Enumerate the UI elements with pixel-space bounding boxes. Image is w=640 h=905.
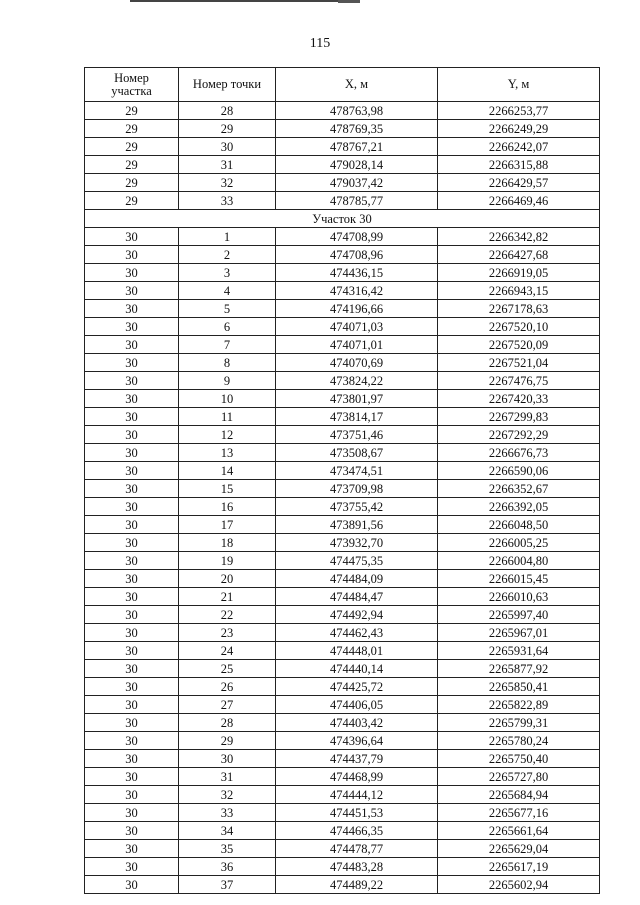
cell-y: 2265931,64 — [438, 642, 600, 660]
cell-y: 2265780,24 — [438, 732, 600, 750]
cell-y: 2265750,40 — [438, 750, 600, 768]
cell-y: 2266392,05 — [438, 498, 600, 516]
cell-x: 474448,01 — [276, 642, 438, 660]
table-row — [85, 264, 600, 282]
cell-plot-number: 30 — [85, 678, 179, 696]
cell-point-number: 11 — [179, 408, 276, 426]
cell-point-number: 3 — [179, 264, 276, 282]
cell-plot-number: 30 — [85, 228, 179, 246]
table-row — [85, 822, 600, 840]
cell-y: 2266427,68 — [438, 246, 600, 264]
cell-x: 478767,21 — [276, 138, 438, 156]
cell-point-number: 34 — [179, 822, 276, 840]
cell-plot-number: 30 — [85, 642, 179, 660]
cell-point-number: 15 — [179, 480, 276, 498]
cell-plot-number: 30 — [85, 570, 179, 588]
cell-plot-number: 30 — [85, 282, 179, 300]
cell-x: 473801,97 — [276, 390, 438, 408]
cell-y: 2266242,07 — [438, 138, 600, 156]
cell-plot-number: 30 — [85, 876, 179, 894]
table-row — [85, 642, 600, 660]
cell-x: 474071,03 — [276, 318, 438, 336]
cell-plot-number: 30 — [85, 498, 179, 516]
table-row — [85, 462, 600, 480]
table-row — [85, 444, 600, 462]
cell-point-number: 24 — [179, 642, 276, 660]
coordinates-table — [84, 67, 600, 894]
cell-x: 474483,28 — [276, 858, 438, 876]
cell-y: 2266315,88 — [438, 156, 600, 174]
cell-point-number: 7 — [179, 336, 276, 354]
cell-x: 473891,56 — [276, 516, 438, 534]
table-row — [85, 768, 600, 786]
cell-x: 474436,15 — [276, 264, 438, 282]
section-row — [85, 210, 600, 228]
cell-plot-number: 29 — [85, 156, 179, 174]
cell-point-number: 23 — [179, 624, 276, 642]
cell-point-number: 33 — [179, 804, 276, 822]
cell-y: 2265629,04 — [438, 840, 600, 858]
cell-y: 2265997,40 — [438, 606, 600, 624]
cell-y: 2266352,67 — [438, 480, 600, 498]
cell-point-number: 12 — [179, 426, 276, 444]
cell-x: 478763,98 — [276, 102, 438, 120]
cell-plot-number: 30 — [85, 822, 179, 840]
table-row — [85, 300, 600, 318]
table-row — [85, 174, 600, 192]
table-row — [85, 570, 600, 588]
cell-point-number: 8 — [179, 354, 276, 372]
cell-x: 474425,72 — [276, 678, 438, 696]
cell-plot-number: 29 — [85, 120, 179, 138]
cell-point-number: 29 — [179, 732, 276, 750]
cell-plot-number: 30 — [85, 660, 179, 678]
table-row — [85, 498, 600, 516]
cell-x: 474462,43 — [276, 624, 438, 642]
cell-point-number: 13 — [179, 444, 276, 462]
table-body — [85, 102, 600, 894]
cell-plot-number: 30 — [85, 858, 179, 876]
cell-y: 2266943,15 — [438, 282, 600, 300]
cell-plot-number: 30 — [85, 372, 179, 390]
cell-point-number: 25 — [179, 660, 276, 678]
header-point-number: Номер точки — [179, 68, 276, 102]
cell-x: 474396,64 — [276, 732, 438, 750]
cell-plot-number: 30 — [85, 804, 179, 822]
cell-point-number: 33 — [179, 192, 276, 210]
table-row — [85, 336, 600, 354]
cell-x: 478785,77 — [276, 192, 438, 210]
cell-plot-number: 30 — [85, 714, 179, 732]
cell-y: 2266676,73 — [438, 444, 600, 462]
cell-y: 2266015,45 — [438, 570, 600, 588]
table-row — [85, 714, 600, 732]
cell-y: 2267299,83 — [438, 408, 600, 426]
cell-y: 2265617,19 — [438, 858, 600, 876]
cell-point-number: 2 — [179, 246, 276, 264]
cell-y: 2266590,06 — [438, 462, 600, 480]
table-row — [85, 192, 600, 210]
table-row — [85, 282, 600, 300]
table-row — [85, 156, 600, 174]
cell-point-number: 9 — [179, 372, 276, 390]
table-row — [85, 426, 600, 444]
cell-plot-number: 30 — [85, 696, 179, 714]
cell-x: 473474,51 — [276, 462, 438, 480]
table-row — [85, 750, 600, 768]
cell-y: 2265677,16 — [438, 804, 600, 822]
cell-point-number: 28 — [179, 102, 276, 120]
cell-x: 474444,12 — [276, 786, 438, 804]
cell-plot-number: 30 — [85, 624, 179, 642]
cell-x: 473814,17 — [276, 408, 438, 426]
cell-plot-number: 30 — [85, 786, 179, 804]
cell-point-number: 30 — [179, 750, 276, 768]
cell-point-number: 32 — [179, 786, 276, 804]
table-row — [85, 588, 600, 606]
cell-x: 474484,47 — [276, 588, 438, 606]
cell-x: 473932,70 — [276, 534, 438, 552]
cell-x: 474070,69 — [276, 354, 438, 372]
table-row — [85, 408, 600, 426]
cell-y: 2265661,64 — [438, 822, 600, 840]
cell-y: 2267292,29 — [438, 426, 600, 444]
cell-x: 474316,42 — [276, 282, 438, 300]
table-row — [85, 120, 600, 138]
cell-plot-number: 30 — [85, 264, 179, 282]
table-row — [85, 534, 600, 552]
cell-y: 2267420,33 — [438, 390, 600, 408]
cell-x: 473824,22 — [276, 372, 438, 390]
cell-plot-number: 30 — [85, 462, 179, 480]
cell-x: 474466,35 — [276, 822, 438, 840]
cell-plot-number: 30 — [85, 354, 179, 372]
cell-y: 2265850,41 — [438, 678, 600, 696]
cell-point-number: 27 — [179, 696, 276, 714]
cell-point-number: 35 — [179, 840, 276, 858]
cell-x: 474196,66 — [276, 300, 438, 318]
cell-plot-number: 30 — [85, 318, 179, 336]
cell-point-number: 36 — [179, 858, 276, 876]
cell-y: 2266004,80 — [438, 552, 600, 570]
cell-point-number: 4 — [179, 282, 276, 300]
top-edge-mark — [338, 0, 360, 3]
cell-plot-number: 30 — [85, 732, 179, 750]
cell-point-number: 19 — [179, 552, 276, 570]
cell-point-number: 18 — [179, 534, 276, 552]
cell-point-number: 10 — [179, 390, 276, 408]
table-row — [85, 138, 600, 156]
cell-y: 2266010,63 — [438, 588, 600, 606]
cell-plot-number: 29 — [85, 192, 179, 210]
cell-point-number: 26 — [179, 678, 276, 696]
header-x: X, м — [276, 68, 438, 102]
table-row — [85, 480, 600, 498]
table-row — [85, 804, 600, 822]
table-row — [85, 624, 600, 642]
cell-y: 2266048,50 — [438, 516, 600, 534]
cell-x: 474403,42 — [276, 714, 438, 732]
cell-x: 474071,01 — [276, 336, 438, 354]
cell-point-number: 5 — [179, 300, 276, 318]
cell-point-number: 16 — [179, 498, 276, 516]
table-row — [85, 318, 600, 336]
table-row — [85, 732, 600, 750]
cell-y: 2265822,89 — [438, 696, 600, 714]
cell-plot-number: 30 — [85, 516, 179, 534]
cell-x: 474489,22 — [276, 876, 438, 894]
cell-point-number: 22 — [179, 606, 276, 624]
cell-plot-number: 30 — [85, 588, 179, 606]
cell-y: 2265602,94 — [438, 876, 600, 894]
table-row — [85, 390, 600, 408]
table-row — [85, 552, 600, 570]
cell-plot-number: 30 — [85, 768, 179, 786]
cell-plot-number: 30 — [85, 426, 179, 444]
cell-x: 474708,96 — [276, 246, 438, 264]
cell-point-number: 28 — [179, 714, 276, 732]
cell-plot-number: 30 — [85, 606, 179, 624]
cell-point-number: 14 — [179, 462, 276, 480]
cell-x: 473508,67 — [276, 444, 438, 462]
cell-plot-number: 29 — [85, 138, 179, 156]
cell-x: 474478,77 — [276, 840, 438, 858]
table-row — [85, 858, 600, 876]
table-row — [85, 102, 600, 120]
cell-y: 2267520,10 — [438, 318, 600, 336]
cell-y: 2266919,05 — [438, 264, 600, 282]
header-plot-number: Номер участка — [85, 68, 179, 102]
cell-y: 2267521,04 — [438, 354, 600, 372]
cell-y: 2265799,31 — [438, 714, 600, 732]
cell-x: 474492,94 — [276, 606, 438, 624]
cell-y: 2266342,82 — [438, 228, 600, 246]
cell-point-number: 29 — [179, 120, 276, 138]
cell-x: 474440,14 — [276, 660, 438, 678]
cell-y: 2265727,80 — [438, 768, 600, 786]
cell-plot-number: 30 — [85, 750, 179, 768]
cell-x: 479028,14 — [276, 156, 438, 174]
cell-y: 2266469,46 — [438, 192, 600, 210]
cell-x: 478769,35 — [276, 120, 438, 138]
cell-point-number: 6 — [179, 318, 276, 336]
cell-point-number: 20 — [179, 570, 276, 588]
cell-plot-number: 30 — [85, 300, 179, 318]
table-row — [85, 786, 600, 804]
table-row — [85, 516, 600, 534]
cell-point-number: 1 — [179, 228, 276, 246]
cell-y: 2267476,75 — [438, 372, 600, 390]
cell-x: 474437,79 — [276, 750, 438, 768]
cell-x: 473751,46 — [276, 426, 438, 444]
table-row — [85, 372, 600, 390]
cell-x: 473755,42 — [276, 498, 438, 516]
cell-y: 2267520,09 — [438, 336, 600, 354]
cell-plot-number: 30 — [85, 246, 179, 264]
cell-plot-number: 30 — [85, 336, 179, 354]
table-header — [85, 68, 600, 102]
cell-plot-number: 30 — [85, 534, 179, 552]
cell-y: 2266005,25 — [438, 534, 600, 552]
table-row — [85, 246, 600, 264]
cell-point-number: 21 — [179, 588, 276, 606]
header-row — [85, 68, 600, 102]
cell-x: 474468,99 — [276, 768, 438, 786]
table-row — [85, 876, 600, 894]
cell-x: 473709,98 — [276, 480, 438, 498]
cell-point-number: 31 — [179, 156, 276, 174]
section-title: Участок 30 — [85, 210, 600, 228]
cell-x: 474475,35 — [276, 552, 438, 570]
table-row — [85, 660, 600, 678]
cell-plot-number: 30 — [85, 444, 179, 462]
cell-y: 2265877,92 — [438, 660, 600, 678]
cell-y: 2265684,94 — [438, 786, 600, 804]
cell-plot-number: 30 — [85, 480, 179, 498]
cell-y: 2266249,29 — [438, 120, 600, 138]
cell-x: 474451,53 — [276, 804, 438, 822]
cell-point-number: 32 — [179, 174, 276, 192]
cell-plot-number: 30 — [85, 552, 179, 570]
cell-point-number: 31 — [179, 768, 276, 786]
top-edge-rule — [130, 0, 360, 2]
cell-plot-number: 30 — [85, 390, 179, 408]
table-row — [85, 678, 600, 696]
table-row — [85, 354, 600, 372]
header-y: Y, м — [438, 68, 600, 102]
cell-plot-number: 30 — [85, 840, 179, 858]
table-row — [85, 696, 600, 714]
cell-y: 2266253,77 — [438, 102, 600, 120]
table-row — [85, 606, 600, 624]
cell-point-number: 37 — [179, 876, 276, 894]
cell-x: 474708,99 — [276, 228, 438, 246]
cell-plot-number: 29 — [85, 174, 179, 192]
table-row — [85, 840, 600, 858]
cell-plot-number: 30 — [85, 408, 179, 426]
cell-y: 2266429,57 — [438, 174, 600, 192]
cell-y: 2267178,63 — [438, 300, 600, 318]
cell-x: 474484,09 — [276, 570, 438, 588]
table-row — [85, 228, 600, 246]
cell-x: 479037,42 — [276, 174, 438, 192]
cell-x: 474406,05 — [276, 696, 438, 714]
cell-point-number: 30 — [179, 138, 276, 156]
cell-plot-number: 29 — [85, 102, 179, 120]
cell-y: 2265967,01 — [438, 624, 600, 642]
page-number: 115 — [309, 36, 331, 51]
cell-point-number: 17 — [179, 516, 276, 534]
